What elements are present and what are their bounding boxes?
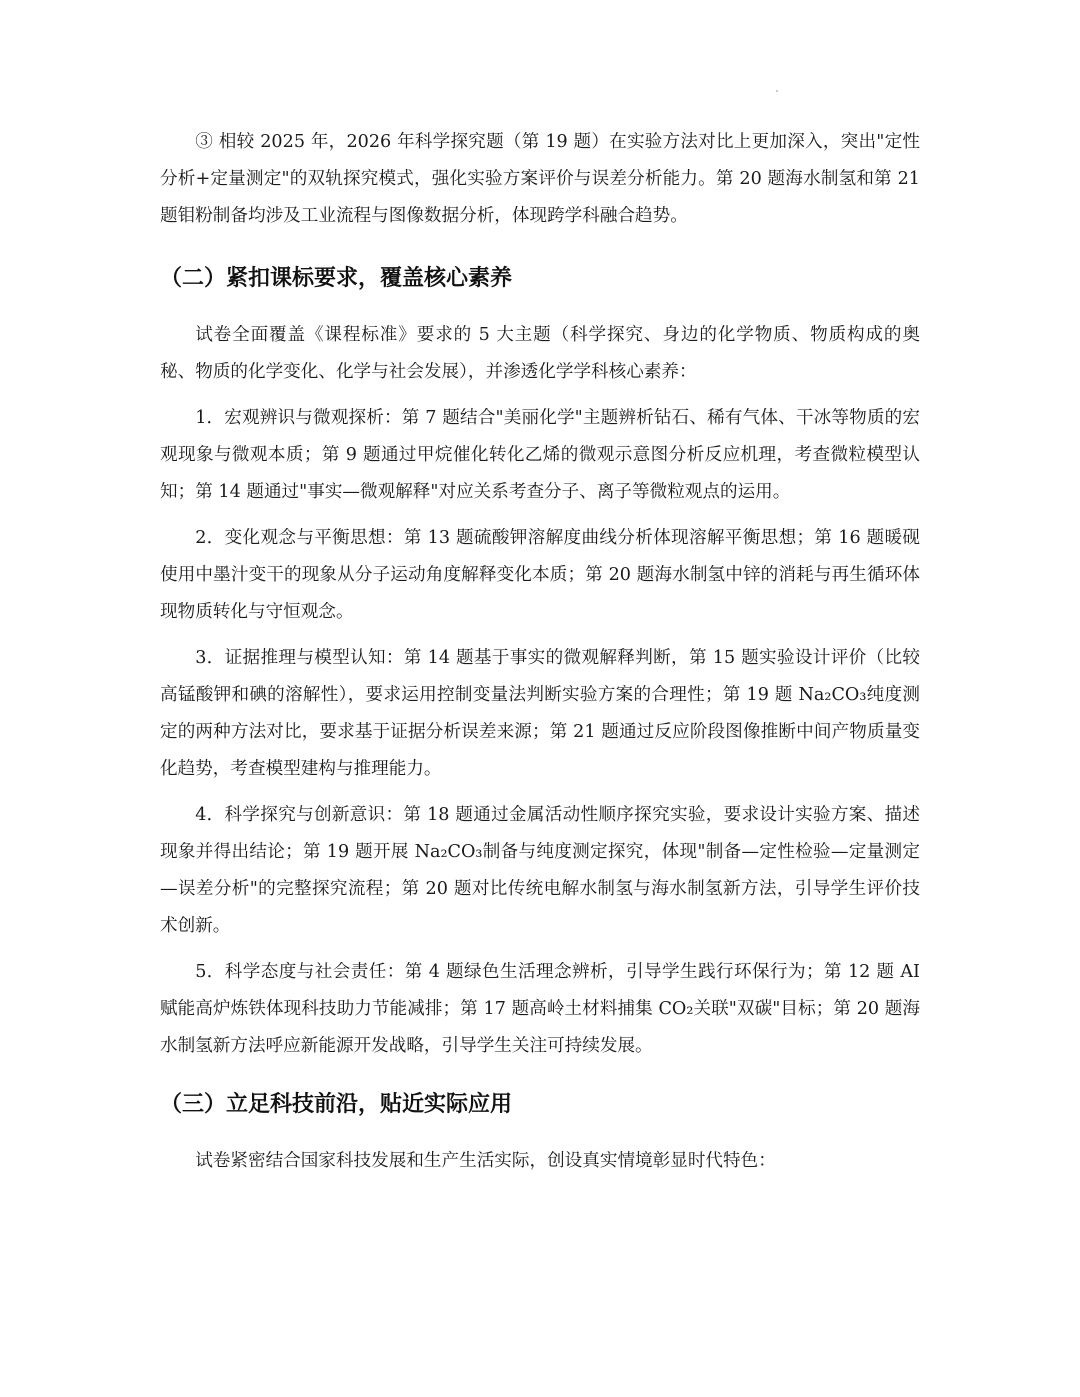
document-page [160,124,920,1189]
section-heading-curriculum: （二）紧扣课标要求，覆盖核心素养 [160,266,513,291]
literacy-item-inquiry-innovation: 4．科学探究与创新意识：第 18 题通过金属活动性顺序探究实验，要求设计实验方案、描述现象并得出结论；第 19 题开展 Na₂CO₃制备与纯度测定探究，体现"制备—定性检验—定量测定—误差分析"的完整探究流程；第 20 题对比传统电解水制氢与海水制氢新方法，引导学生评价技术创新。 [160,805,920,936]
paragraph-comparison-2025-2026: ③ 相较 2025 年，2026 年科学探究题（第 19 题）在实验方法对比上更加深入，突出"定性分析+定量测定"的双轨探究模式，强化实验方案评价与误差分析能力。第 20 题海水制氢和第 21 题钼粉制备均涉及工业流程与图像数据分析，体现跨学科融合趋势。 [160,132,920,226]
section-2-intro: 试卷全面覆盖《课程标准》要求的 5 大主题（科学探究、身边的化学物质、物质构成的奥秘、物质的化学变化、化学与社会发展），并渗透化学学科核心素养： [160,325,920,382]
literacy-item-attitude-responsibility: 5．科学态度与社会责任：第 4 题绿色生活理念辨析，引导学生践行环保行为；第 12 题 AI 赋能高炉炼铁体现科技助力节能减排；第 17 题高岭土材料捕集 CO₂关联"双碳"目标；第 20 题海水制氢新方法呼应新能源开发战略，引导学生关注可持续发展。 [160,962,920,1056]
literacy-item-change-balance: 2．变化观念与平衡思想：第 13 题硫酸钾溶解度曲线分析体现溶解平衡思想；第 16 题暖砚使用中墨汁变干的现象从分子运动角度解释变化本质；第 20 题海水制氢中锌的消耗与再生循环体现物质转化与守恒观念。 [160,528,920,622]
scan-speck [776,90,778,92]
section-3-intro: 试卷紧密结合国家科技发展和生产生活实际，创设真实情境彰显时代特色： [195,1151,776,1171]
literacy-item-evidence-model: 3．证据推理与模型认知：第 14 题基于事实的微观解释判断，第 15 题实验设计评价（比较高锰酸钾和碘的溶解性），要求运用控制变量法判断实验方案的合理性；第 19 题 Na₂CO₃纯度测定的两种方法对比，要求基于证据分析误差来源；第 21 题通过反应阶段图像推断中间产物质量变化趋势，考查模型建构与推理能力。 [160,648,920,779]
section-heading-technology: （三）立足科技前沿，贴近实际应用 [160,1092,513,1117]
literacy-item-macro-micro: 1．宏观辨识与微观探析：第 7 题结合"美丽化学"主题辨析钻石、稀有气体、干冰等物质的宏观现象与微观本质；第 9 题通过甲烷催化转化乙烯的微观示意图分析反应机理，考查微粒模型认知；第 14 题通过"事实—微观解释"对应关系考查分子、离子等微粒观点的运用。 [160,408,920,502]
